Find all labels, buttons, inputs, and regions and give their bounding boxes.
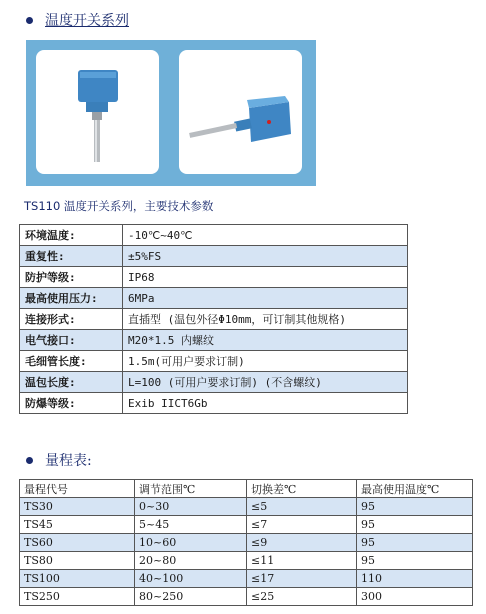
section-title: 量程表: — [45, 453, 92, 469]
spec-value: M20*1.5 内螺纹 — [123, 330, 408, 351]
table-cell: 80~250 — [135, 588, 247, 606]
section-heading-range-table — [26, 450, 92, 470]
table-row — [20, 552, 473, 570]
spec-label: 连接形式: — [20, 309, 123, 330]
table-row — [20, 351, 408, 372]
table-cell: 40~100 — [135, 570, 247, 588]
table-cell: TS60 — [20, 534, 135, 552]
spec-value: Exib IICT6Gb — [123, 393, 408, 414]
table-row — [20, 570, 473, 588]
spec-label: 重复性: — [20, 246, 123, 267]
table-cell: ≤11 — [247, 552, 357, 570]
spec-value: L=100 (可用户要求订制) (不含螺纹) — [123, 372, 408, 393]
table-cell: 10~60 — [135, 534, 247, 552]
spec-label: 防爆等级: — [20, 393, 123, 414]
table-cell: TS45 — [20, 516, 135, 534]
table-cell: 95 — [357, 552, 473, 570]
temperature-switch-image — [179, 50, 302, 174]
table-row — [20, 309, 408, 330]
table-row — [20, 288, 408, 309]
spec-value: ±5%FS — [123, 246, 408, 267]
spec-label: 防护等级: — [20, 267, 123, 288]
table-cell: 95 — [357, 534, 473, 552]
table-cell: TS30 — [20, 498, 135, 516]
table-cell: TS80 — [20, 552, 135, 570]
table-cell: 5~45 — [135, 516, 247, 534]
product-photo-panel — [26, 40, 316, 186]
column-header: 最高使用温度℃ — [357, 480, 473, 498]
table-row — [20, 588, 473, 606]
spec-table — [19, 224, 408, 414]
temperature-switch-image — [36, 50, 159, 174]
column-header: 调节范围℃ — [135, 480, 247, 498]
table-cell: TS250 — [20, 588, 135, 606]
table-cell: 95 — [357, 516, 473, 534]
spec-label: 最高使用压力: — [20, 288, 123, 309]
table-cell: 20~80 — [135, 552, 247, 570]
table-row — [20, 225, 408, 246]
table-row — [20, 534, 473, 552]
bullet-icon — [26, 17, 33, 24]
product-photo-horizontal — [179, 50, 302, 174]
spec-subtitle: TS110 温度开关系列，主要技术参数 — [24, 199, 214, 213]
section-title[interactable]: 温度开关系列 — [45, 13, 129, 29]
table-header-row — [20, 480, 473, 498]
table-cell: ≤17 — [247, 570, 357, 588]
spec-label: 温包长度: — [20, 372, 123, 393]
table-row — [20, 498, 473, 516]
table-row — [20, 267, 408, 288]
column-header: 切换差℃ — [247, 480, 357, 498]
table-cell: ≤25 — [247, 588, 357, 606]
spec-value: -10℃~40℃ — [123, 225, 408, 246]
spec-value: 1.5m(可用户要求订制) — [123, 351, 408, 372]
spec-label: 毛细管长度: — [20, 351, 123, 372]
table-row — [20, 246, 408, 267]
spec-value: 6MPa — [123, 288, 408, 309]
spec-value: IP68 — [123, 267, 408, 288]
table-cell: ≤7 — [247, 516, 357, 534]
table-row — [20, 372, 408, 393]
spec-label: 电气接口: — [20, 330, 123, 351]
table-cell: 300 — [357, 588, 473, 606]
table-cell: ≤5 — [247, 498, 357, 516]
table-cell: 95 — [357, 498, 473, 516]
table-cell: ≤9 — [247, 534, 357, 552]
table-cell: 0~30 — [135, 498, 247, 516]
section-heading-switch-series — [26, 10, 129, 30]
bullet-icon — [26, 457, 33, 464]
table-row — [20, 393, 408, 414]
spec-label: 环境温度: — [20, 225, 123, 246]
product-photo-vertical — [36, 50, 159, 174]
spec-value: 直插型 (温包外径Φ10mm，可订制其他规格) — [123, 309, 408, 330]
column-header: 量程代号 — [20, 480, 135, 498]
table-row — [20, 516, 473, 534]
table-cell: 110 — [357, 570, 473, 588]
table-cell: TS100 — [20, 570, 135, 588]
table-row — [20, 330, 408, 351]
range-table — [19, 479, 473, 606]
